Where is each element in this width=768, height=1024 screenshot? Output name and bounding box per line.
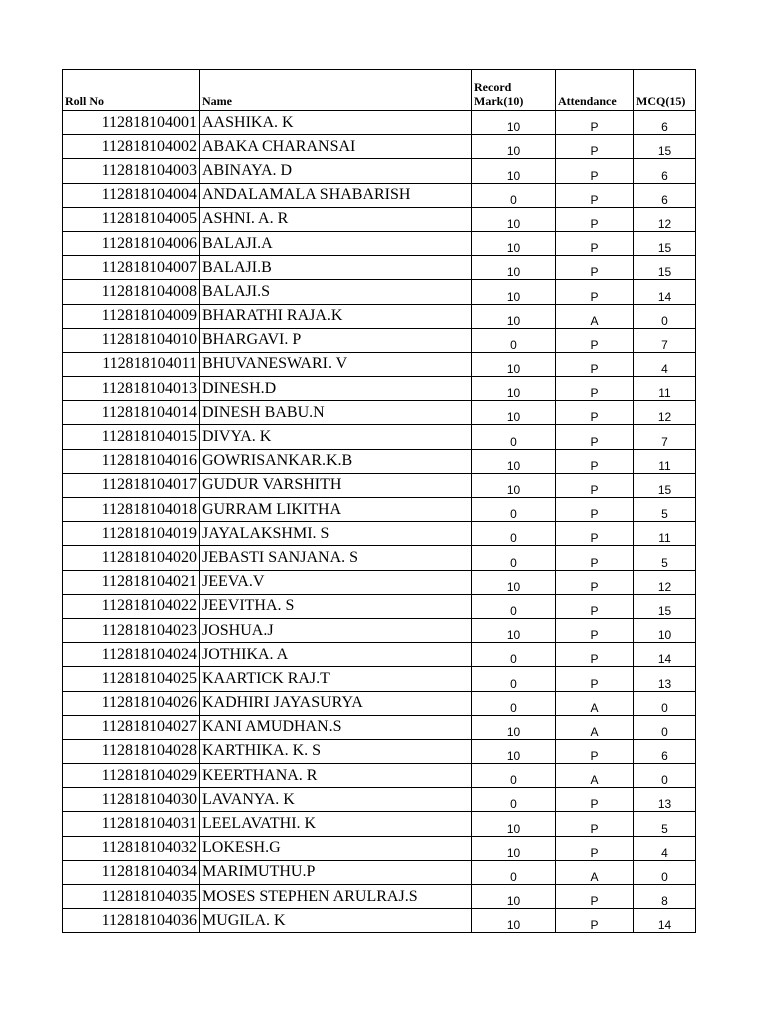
mcq-cell: 5 — [634, 812, 696, 836]
name-cell: ABINAYA. D — [200, 159, 472, 183]
roll-no-cell: 112818104035 — [63, 885, 200, 909]
table-row — [63, 135, 696, 159]
attendance-cell: P — [556, 473, 634, 497]
name-cell: DIVYA. K — [200, 425, 472, 449]
mcq-cell: 11 — [634, 449, 696, 473]
table-row — [63, 860, 696, 884]
mcq-cell: 4 — [634, 836, 696, 860]
name-cell: BHARGAVI. P — [200, 328, 472, 352]
table-row — [63, 885, 696, 909]
table-row — [63, 836, 696, 860]
roll-no-cell: 112818104010 — [63, 328, 200, 352]
roll-no-cell: 112818104029 — [63, 764, 200, 788]
header-record-mark — [472, 70, 556, 111]
roll-no-cell: 112818104001 — [63, 111, 200, 135]
attendance-cell: P — [556, 618, 634, 642]
attendance-cell: P — [556, 667, 634, 691]
table-row — [63, 280, 696, 304]
attendance-cell: P — [556, 739, 634, 763]
roll-no-cell: 112818104007 — [63, 256, 200, 280]
attendance-cell: P — [556, 207, 634, 231]
mcq-cell: 15 — [634, 256, 696, 280]
name-cell: KADHIRI JAYASURYA — [200, 691, 472, 715]
name-cell: BHUVANESWARI. V — [200, 352, 472, 376]
record-mark-cell: 10 — [472, 739, 556, 763]
table-row — [63, 594, 696, 618]
record-mark-cell: 0 — [472, 328, 556, 352]
table-row — [63, 691, 696, 715]
roll-no-cell: 112818104003 — [63, 159, 200, 183]
table-row — [63, 352, 696, 376]
mcq-cell: 0 — [634, 715, 696, 739]
header-record-line1: Record — [474, 80, 512, 94]
attendance-cell: P — [556, 425, 634, 449]
header-name: Name — [200, 70, 472, 111]
roll-no-cell: 112818104032 — [63, 836, 200, 860]
mcq-cell: 13 — [634, 667, 696, 691]
header-attendance: Attendance — [556, 70, 634, 111]
attendance-cell: P — [556, 183, 634, 207]
roll-no-cell: 112818104018 — [63, 498, 200, 522]
name-cell: KARTHIKA. K. S — [200, 739, 472, 763]
record-mark-cell: 10 — [472, 135, 556, 159]
name-cell: AASHIKA. K — [200, 111, 472, 135]
mcq-cell: 14 — [634, 643, 696, 667]
mcq-cell: 15 — [634, 594, 696, 618]
record-mark-cell: 0 — [472, 183, 556, 207]
record-mark-cell: 0 — [472, 498, 556, 522]
mcq-cell: 15 — [634, 473, 696, 497]
roll-no-cell: 112818104013 — [63, 377, 200, 401]
record-mark-cell: 0 — [472, 667, 556, 691]
mcq-cell: 12 — [634, 401, 696, 425]
table-row — [63, 231, 696, 255]
roll-no-cell: 112818104031 — [63, 812, 200, 836]
name-cell: ABAKA CHARANSAI — [200, 135, 472, 159]
attendance-cell: P — [556, 328, 634, 352]
roll-no-cell: 112818104027 — [63, 715, 200, 739]
roll-no-cell: 112818104016 — [63, 449, 200, 473]
attendance-cell: P — [556, 280, 634, 304]
record-mark-cell: 0 — [472, 643, 556, 667]
record-mark-cell: 0 — [472, 788, 556, 812]
table-row — [63, 522, 696, 546]
attendance-cell: P — [556, 135, 634, 159]
roll-no-cell: 112818104025 — [63, 667, 200, 691]
table-row — [63, 812, 696, 836]
name-cell: JOSHUA.J — [200, 618, 472, 642]
name-cell: BALAJI.B — [200, 256, 472, 280]
attendance-cell: A — [556, 764, 634, 788]
record-mark-cell: 10 — [472, 111, 556, 135]
attendance-cell: A — [556, 860, 634, 884]
table-row — [63, 401, 696, 425]
name-cell: MOSES STEPHEN ARULRAJ.S — [200, 885, 472, 909]
record-mark-cell: 10 — [472, 207, 556, 231]
record-mark-cell: 0 — [472, 860, 556, 884]
attendance-cell: P — [556, 498, 634, 522]
table-row — [63, 498, 696, 522]
attendance-cell: P — [556, 159, 634, 183]
mcq-cell: 0 — [634, 764, 696, 788]
name-cell: ASHNI. A. R — [200, 207, 472, 231]
table-row — [63, 304, 696, 328]
table-row — [63, 111, 696, 135]
table-row — [63, 643, 696, 667]
roll-no-cell: 112818104009 — [63, 304, 200, 328]
mcq-cell: 14 — [634, 280, 696, 304]
record-mark-cell: 0 — [472, 522, 556, 546]
mcq-cell: 15 — [634, 231, 696, 255]
mcq-cell: 6 — [634, 111, 696, 135]
attendance-cell: P — [556, 256, 634, 280]
name-cell: GUDUR VARSHITH — [200, 473, 472, 497]
name-cell: JOTHIKA. A — [200, 643, 472, 667]
record-mark-cell: 0 — [472, 764, 556, 788]
record-mark-cell: 10 — [472, 159, 556, 183]
record-mark-cell: 10 — [472, 836, 556, 860]
mcq-cell: 12 — [634, 570, 696, 594]
table-row — [63, 328, 696, 352]
table-row — [63, 449, 696, 473]
mcq-cell: 7 — [634, 328, 696, 352]
roll-no-cell: 112818104030 — [63, 788, 200, 812]
roll-no-cell: 112818104002 — [63, 135, 200, 159]
name-cell: MARIMUTHU.P — [200, 860, 472, 884]
record-mark-cell: 10 — [472, 231, 556, 255]
table-row — [63, 183, 696, 207]
roll-no-cell: 112818104004 — [63, 183, 200, 207]
attendance-cell: P — [556, 594, 634, 618]
name-cell: JEBASTI SANJANA. S — [200, 546, 472, 570]
attendance-cell: P — [556, 449, 634, 473]
mcq-cell: 5 — [634, 546, 696, 570]
mcq-cell: 8 — [634, 885, 696, 909]
attendance-cell: P — [556, 788, 634, 812]
attendance-cell: P — [556, 570, 634, 594]
table-row — [63, 788, 696, 812]
attendance-cell: P — [556, 885, 634, 909]
roll-no-cell: 112818104024 — [63, 643, 200, 667]
name-cell: LAVANYA. K — [200, 788, 472, 812]
record-mark-cell: 10 — [472, 812, 556, 836]
mcq-cell: 0 — [634, 304, 696, 328]
mcq-cell: 13 — [634, 788, 696, 812]
marks-table — [62, 69, 696, 933]
attendance-cell: P — [556, 522, 634, 546]
table-row — [63, 764, 696, 788]
roll-no-cell: 112818104034 — [63, 860, 200, 884]
name-cell: BALAJI.S — [200, 280, 472, 304]
table-body — [63, 111, 696, 933]
record-mark-cell: 10 — [472, 909, 556, 933]
mcq-cell: 5 — [634, 498, 696, 522]
record-mark-cell: 0 — [472, 546, 556, 570]
roll-no-cell: 112818104008 — [63, 280, 200, 304]
header-roll-no: Roll No — [63, 70, 200, 111]
header-row — [63, 70, 696, 111]
name-cell: GOWRISANKAR.K.B — [200, 449, 472, 473]
roll-no-cell: 112818104015 — [63, 425, 200, 449]
table-row — [63, 377, 696, 401]
mcq-cell: 7 — [634, 425, 696, 449]
header-mcq: MCQ(15) — [634, 70, 696, 111]
roll-no-cell: 112818104011 — [63, 352, 200, 376]
name-cell: JEEVA.V — [200, 570, 472, 594]
record-mark-cell: 10 — [472, 352, 556, 376]
roll-no-cell: 112818104005 — [63, 207, 200, 231]
name-cell: KANI AMUDHAN.S — [200, 715, 472, 739]
mcq-cell: 11 — [634, 377, 696, 401]
table-row — [63, 546, 696, 570]
roll-no-cell: 112818104021 — [63, 570, 200, 594]
mcq-cell: 0 — [634, 860, 696, 884]
table-row — [63, 570, 696, 594]
record-mark-cell: 10 — [472, 449, 556, 473]
record-mark-cell: 10 — [472, 473, 556, 497]
record-mark-cell: 0 — [472, 425, 556, 449]
record-mark-cell: 10 — [472, 715, 556, 739]
table-row — [63, 473, 696, 497]
name-cell: GURRAM LIKITHA — [200, 498, 472, 522]
mcq-cell: 12 — [634, 207, 696, 231]
mcq-cell: 14 — [634, 909, 696, 933]
record-mark-cell: 10 — [472, 280, 556, 304]
name-cell: JEEVITHA. S — [200, 594, 472, 618]
name-cell: DINESH BABU.N — [200, 401, 472, 425]
attendance-cell: A — [556, 715, 634, 739]
table-header — [63, 70, 696, 111]
header-record-line2: Mark(10) — [474, 94, 524, 108]
table-row — [63, 256, 696, 280]
name-cell: KEERTHANA. R — [200, 764, 472, 788]
attendance-cell: P — [556, 909, 634, 933]
attendance-cell: P — [556, 111, 634, 135]
name-cell: JAYALAKSHMI. S — [200, 522, 472, 546]
mcq-cell: 4 — [634, 352, 696, 376]
attendance-cell: P — [556, 401, 634, 425]
roll-no-cell: 112818104014 — [63, 401, 200, 425]
record-mark-cell: 10 — [472, 256, 556, 280]
record-mark-cell: 0 — [472, 691, 556, 715]
roll-no-cell: 112818104036 — [63, 909, 200, 933]
table-row — [63, 667, 696, 691]
roll-no-cell: 112818104022 — [63, 594, 200, 618]
attendance-cell: P — [556, 352, 634, 376]
name-cell: BHARATHI RAJA.K — [200, 304, 472, 328]
mcq-cell: 6 — [634, 159, 696, 183]
roll-no-cell: 112818104020 — [63, 546, 200, 570]
roll-no-cell: 112818104006 — [63, 231, 200, 255]
attendance-cell: P — [556, 812, 634, 836]
table-row — [63, 425, 696, 449]
name-cell: LOKESH.G — [200, 836, 472, 860]
name-cell: BALAJI.A — [200, 231, 472, 255]
attendance-cell: P — [556, 231, 634, 255]
attendance-cell: A — [556, 691, 634, 715]
table-row — [63, 618, 696, 642]
attendance-cell: A — [556, 304, 634, 328]
name-cell: LEELAVATHI. K — [200, 812, 472, 836]
record-mark-cell: 10 — [472, 570, 556, 594]
record-mark-cell: 10 — [472, 401, 556, 425]
table-row — [63, 715, 696, 739]
mcq-cell: 0 — [634, 691, 696, 715]
attendance-cell: P — [556, 546, 634, 570]
name-cell: ANDALAMALA SHABARISH — [200, 183, 472, 207]
attendance-cell: P — [556, 377, 634, 401]
attendance-cell: P — [556, 836, 634, 860]
mcq-cell: 10 — [634, 618, 696, 642]
mcq-cell: 6 — [634, 183, 696, 207]
table-row — [63, 207, 696, 231]
name-cell: DINESH.D — [200, 377, 472, 401]
record-mark-cell: 10 — [472, 304, 556, 328]
table-row — [63, 739, 696, 763]
mcq-cell: 11 — [634, 522, 696, 546]
mcq-cell: 15 — [634, 135, 696, 159]
record-mark-cell: 0 — [472, 594, 556, 618]
record-mark-cell: 10 — [472, 618, 556, 642]
table-row — [63, 909, 696, 933]
attendance-cell: P — [556, 643, 634, 667]
name-cell: MUGILA. K — [200, 909, 472, 933]
record-mark-cell: 10 — [472, 885, 556, 909]
roll-no-cell: 112818104026 — [63, 691, 200, 715]
table-row — [63, 159, 696, 183]
mcq-cell: 6 — [634, 739, 696, 763]
roll-no-cell: 112818104017 — [63, 473, 200, 497]
roll-no-cell: 112818104019 — [63, 522, 200, 546]
roll-no-cell: 112818104023 — [63, 618, 200, 642]
name-cell: KAARTICK RAJ.T — [200, 667, 472, 691]
roll-no-cell: 112818104028 — [63, 739, 200, 763]
record-mark-cell: 10 — [472, 377, 556, 401]
